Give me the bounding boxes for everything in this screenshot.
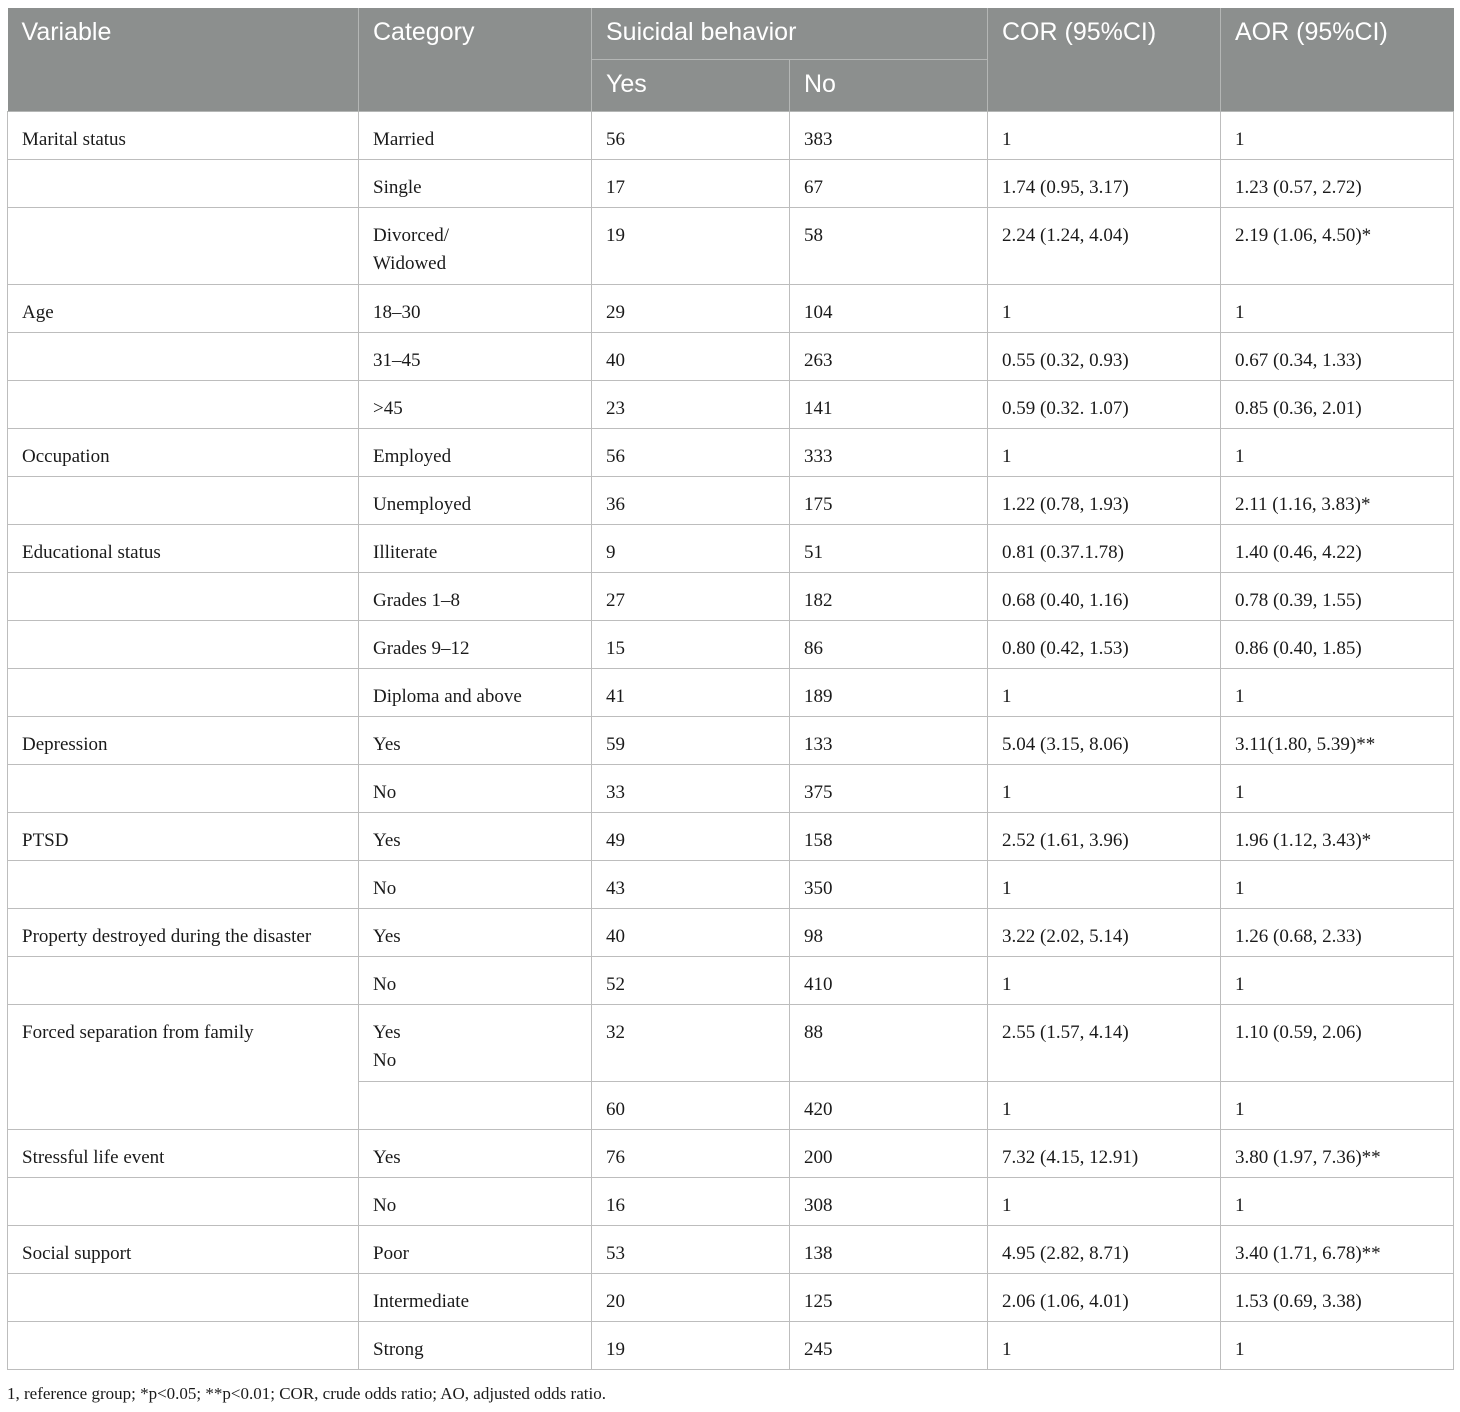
odds-ratio-table (7, 8, 1454, 1370)
cell-aor: 0.78 (0.39, 1.55) (1221, 573, 1454, 621)
cell-variable: Depression (8, 717, 359, 765)
cell-aor: 0.85 (0.36, 2.01) (1221, 381, 1454, 429)
cell-aor: 0.67 (0.34, 1.33) (1221, 333, 1454, 381)
cell-yes: 16 (592, 1178, 790, 1226)
cell-variable (8, 1274, 359, 1322)
cell-variable: Occupation (8, 429, 359, 477)
cell-variable: PTSD (8, 813, 359, 861)
table-row (8, 813, 1454, 861)
cell-yes: 29 (592, 285, 790, 333)
cell-no: 245 (790, 1322, 988, 1370)
table-row (8, 1226, 1454, 1274)
cell-category: Intermediate (359, 1274, 592, 1322)
cell-variable (8, 1322, 359, 1370)
cell-cor: 1 (988, 1082, 1221, 1130)
cell-category: No (359, 1178, 592, 1226)
cell-aor: 1 (1221, 765, 1454, 813)
table-row (8, 1130, 1454, 1178)
table-row (8, 285, 1454, 333)
cell-yes: 41 (592, 669, 790, 717)
cell-no: 350 (790, 861, 988, 909)
header-variable: Variable (8, 8, 359, 112)
cell-category: Grades 1–8 (359, 573, 592, 621)
cell-category: Single (359, 160, 592, 208)
table-row (8, 1178, 1454, 1226)
cell-category: No (359, 861, 592, 909)
header-suicidal-behavior: Suicidal behavior (592, 8, 988, 60)
header-aor: AOR (95%CI) (1221, 8, 1454, 112)
cell-no: 125 (790, 1274, 988, 1322)
cell-cor: 1 (988, 429, 1221, 477)
table-row (8, 429, 1454, 477)
cell-no: 175 (790, 477, 988, 525)
cell-category: Grades 9–12 (359, 621, 592, 669)
cell-no: 88 (790, 1005, 988, 1082)
cell-variable (8, 333, 359, 381)
cell-no: 182 (790, 573, 988, 621)
header-yes: Yes (592, 60, 790, 112)
table-row (8, 112, 1454, 160)
cell-variable: Stressful life event (8, 1130, 359, 1178)
table-header (8, 8, 1454, 112)
table-row (8, 621, 1454, 669)
table-row (8, 669, 1454, 717)
cell-aor: 1.96 (1.12, 3.43)* (1221, 813, 1454, 861)
cell-aor: 2.11 (1.16, 3.83)* (1221, 477, 1454, 525)
cell-yes: 76 (592, 1130, 790, 1178)
table-body (8, 112, 1454, 1370)
cell-yes: 56 (592, 112, 790, 160)
cell-no: 189 (790, 669, 988, 717)
cell-variable: Forced separation from family (8, 1005, 359, 1082)
cell-variable (8, 477, 359, 525)
cell-category: Divorced/ Widowed (359, 208, 592, 285)
cell-variable (8, 669, 359, 717)
cell-variable: Social support (8, 1226, 359, 1274)
cell-aor: 1 (1221, 1082, 1454, 1130)
cell-variable (8, 160, 359, 208)
cell-cor: 1 (988, 1322, 1221, 1370)
cell-category: Married (359, 112, 592, 160)
cell-category: Yes (359, 909, 592, 957)
cell-variable: Marital status (8, 112, 359, 160)
table-row (8, 160, 1454, 208)
cell-variable: Age (8, 285, 359, 333)
cell-cor: 0.59 (0.32. 1.07) (988, 381, 1221, 429)
cell-no: 420 (790, 1082, 988, 1130)
cell-category: Employed (359, 429, 592, 477)
table-row (8, 909, 1454, 957)
cell-cor: 1 (988, 285, 1221, 333)
table-row (8, 1274, 1454, 1322)
table-row (8, 765, 1454, 813)
cell-no: 141 (790, 381, 988, 429)
cell-cor: 1 (988, 1178, 1221, 1226)
cell-variable: Property destroyed during the disaster (8, 909, 359, 957)
cell-yes: 59 (592, 717, 790, 765)
cell-cor: 1 (988, 669, 1221, 717)
table-row (8, 861, 1454, 909)
cell-category: 31–45 (359, 333, 592, 381)
cell-aor: 3.80 (1.97, 7.36)** (1221, 1130, 1454, 1178)
cell-no: 58 (790, 208, 988, 285)
header-cor: COR (95%CI) (988, 8, 1221, 112)
cell-aor: 1 (1221, 1178, 1454, 1226)
cell-variable (8, 765, 359, 813)
cell-no: 410 (790, 957, 988, 1005)
cell-cor: 1.74 (0.95, 3.17) (988, 160, 1221, 208)
cell-yes: 27 (592, 573, 790, 621)
cell-cor: 3.22 (2.02, 5.14) (988, 909, 1221, 957)
cell-cor: 2.06 (1.06, 4.01) (988, 1274, 1221, 1322)
cell-category: 18–30 (359, 285, 592, 333)
cell-cor: 0.80 (0.42, 1.53) (988, 621, 1221, 669)
cell-aor: 1 (1221, 669, 1454, 717)
cell-aor: 2.19 (1.06, 4.50)* (1221, 208, 1454, 285)
cell-variable (8, 208, 359, 285)
cell-no: 263 (790, 333, 988, 381)
table-row (8, 1082, 1454, 1130)
cell-cor: 0.81 (0.37.1.78) (988, 525, 1221, 573)
table-row (8, 381, 1454, 429)
cell-no: 86 (790, 621, 988, 669)
cell-category: No (359, 765, 592, 813)
cell-no: 133 (790, 717, 988, 765)
cell-no: 98 (790, 909, 988, 957)
cell-category: Poor (359, 1226, 592, 1274)
cell-yes: 53 (592, 1226, 790, 1274)
cell-aor: 3.40 (1.71, 6.78)** (1221, 1226, 1454, 1274)
table-row (8, 333, 1454, 381)
cell-variable (8, 621, 359, 669)
cell-yes: 40 (592, 333, 790, 381)
cell-variable (8, 1082, 359, 1130)
cell-yes: 23 (592, 381, 790, 429)
cell-cor: 0.55 (0.32, 0.93) (988, 333, 1221, 381)
cell-no: 333 (790, 429, 988, 477)
cell-yes: 60 (592, 1082, 790, 1130)
cell-category: >45 (359, 381, 592, 429)
table-row (8, 717, 1454, 765)
cell-aor: 1 (1221, 285, 1454, 333)
cell-aor: 1 (1221, 957, 1454, 1005)
cell-yes: 36 (592, 477, 790, 525)
cell-variable (8, 381, 359, 429)
header-category: Category (359, 8, 592, 112)
cell-category: Yes (359, 1130, 592, 1178)
cell-category: No (359, 957, 592, 1005)
cell-variable: Educational status (8, 525, 359, 573)
cell-aor: 1.23 (0.57, 2.72) (1221, 160, 1454, 208)
cell-aor: 1.26 (0.68, 2.33) (1221, 909, 1454, 957)
table-row (8, 525, 1454, 573)
cell-cor: 7.32 (4.15, 12.91) (988, 1130, 1221, 1178)
cell-category: Unemployed (359, 477, 592, 525)
cell-variable (8, 1178, 359, 1226)
table-row (8, 1322, 1454, 1370)
cell-no: 158 (790, 813, 988, 861)
cell-no: 67 (790, 160, 988, 208)
cell-category: Strong (359, 1322, 592, 1370)
cell-yes: 19 (592, 1322, 790, 1370)
cell-yes: 52 (592, 957, 790, 1005)
cell-variable (8, 957, 359, 1005)
cell-no: 138 (790, 1226, 988, 1274)
cell-yes: 43 (592, 861, 790, 909)
cell-cor: 1 (988, 957, 1221, 1005)
cell-yes: 49 (592, 813, 790, 861)
cell-cor: 2.52 (1.61, 3.96) (988, 813, 1221, 861)
cell-category: Yes No (359, 1005, 592, 1082)
cell-yes: 20 (592, 1274, 790, 1322)
cell-category (359, 1082, 592, 1130)
cell-cor: 1 (988, 861, 1221, 909)
cell-category: Yes (359, 717, 592, 765)
table-row (8, 208, 1454, 285)
cell-cor: 1 (988, 765, 1221, 813)
cell-aor: 3.11(1.80, 5.39)** (1221, 717, 1454, 765)
cell-yes: 56 (592, 429, 790, 477)
cell-variable (8, 861, 359, 909)
cell-no: 383 (790, 112, 988, 160)
table-row (8, 1005, 1454, 1082)
cell-no: 104 (790, 285, 988, 333)
cell-yes: 15 (592, 621, 790, 669)
cell-cor: 4.95 (2.82, 8.71) (988, 1226, 1221, 1274)
cell-cor: 2.24 (1.24, 4.04) (988, 208, 1221, 285)
cell-yes: 40 (592, 909, 790, 957)
cell-yes: 17 (592, 160, 790, 208)
table-footnote: 1, reference group; *p<0.05; **p<0.01; COR, crude odds ratio; AO, adjusted odds ratio. (7, 1384, 606, 1403)
odds-ratio-table-container (7, 8, 1453, 1370)
cell-category: Illiterate (359, 525, 592, 573)
cell-cor: 2.55 (1.57, 4.14) (988, 1005, 1221, 1082)
cell-aor: 0.86 (0.40, 1.85) (1221, 621, 1454, 669)
cell-yes: 19 (592, 208, 790, 285)
cell-aor: 1.40 (0.46, 4.22) (1221, 525, 1454, 573)
cell-aor: 1 (1221, 429, 1454, 477)
cell-category: Diploma and above (359, 669, 592, 717)
cell-no: 51 (790, 525, 988, 573)
cell-yes: 9 (592, 525, 790, 573)
cell-no: 200 (790, 1130, 988, 1178)
cell-variable (8, 573, 359, 621)
cell-aor: 1 (1221, 1322, 1454, 1370)
cell-cor: 1 (988, 112, 1221, 160)
cell-cor: 0.68 (0.40, 1.16) (988, 573, 1221, 621)
table-row (8, 573, 1454, 621)
cell-aor: 1 (1221, 861, 1454, 909)
table-row (8, 477, 1454, 525)
cell-category: Yes (359, 813, 592, 861)
cell-yes: 32 (592, 1005, 790, 1082)
header-no: No (790, 60, 988, 112)
cell-aor: 1 (1221, 112, 1454, 160)
cell-no: 308 (790, 1178, 988, 1226)
cell-aor: 1.10 (0.59, 2.06) (1221, 1005, 1454, 1082)
cell-no: 375 (790, 765, 988, 813)
cell-cor: 5.04 (3.15, 8.06) (988, 717, 1221, 765)
cell-cor: 1.22 (0.78, 1.93) (988, 477, 1221, 525)
cell-aor: 1.53 (0.69, 3.38) (1221, 1274, 1454, 1322)
table-row (8, 957, 1454, 1005)
cell-yes: 33 (592, 765, 790, 813)
